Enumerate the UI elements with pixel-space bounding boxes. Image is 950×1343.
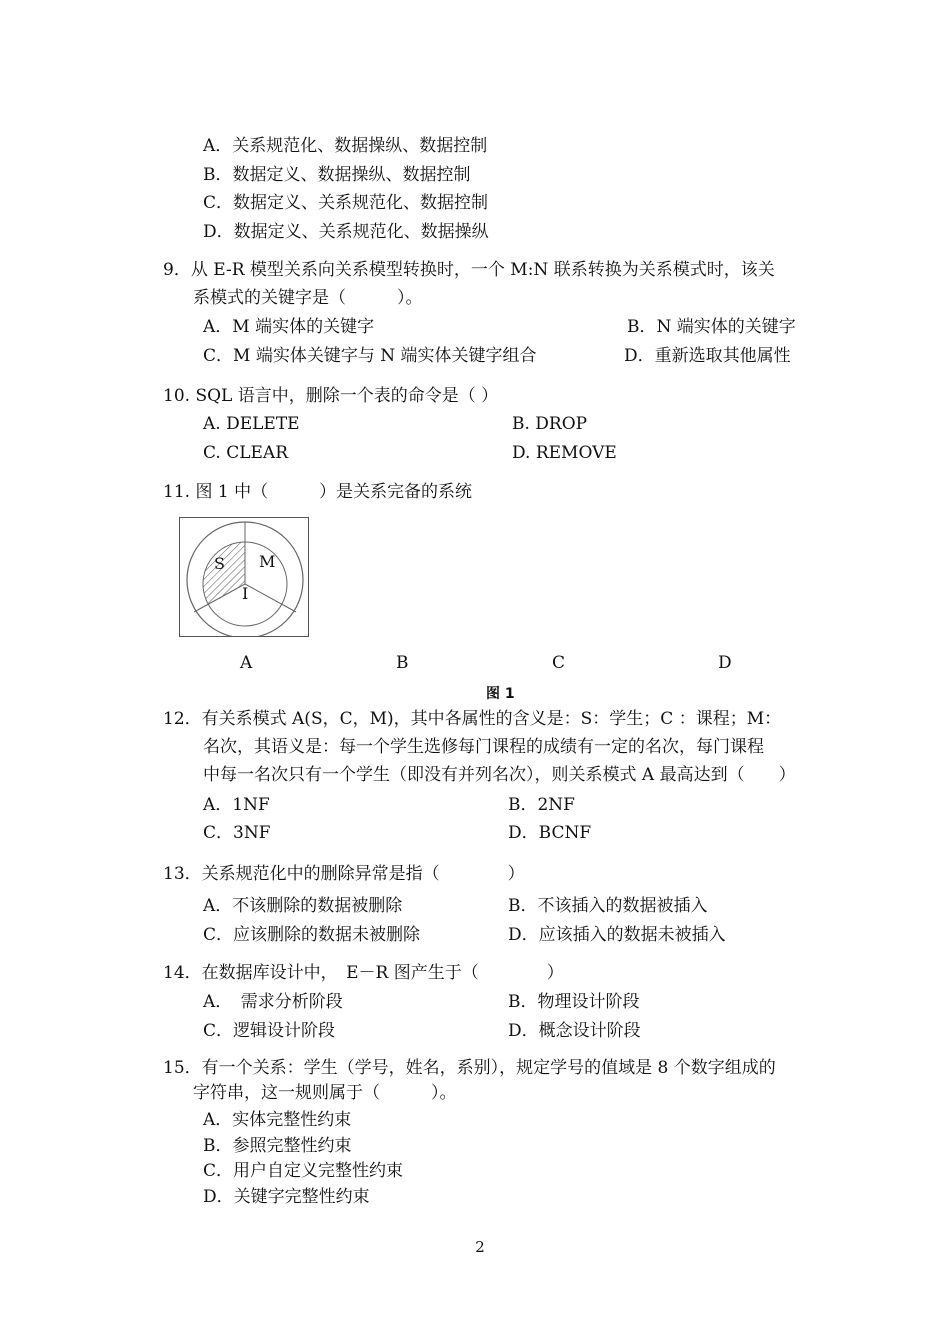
q9-option-c: C．M 端实体关键字与 N 端实体关键字组合 [203,346,537,366]
figure-label-i: I [242,584,249,603]
q12-stem-line3: 中每一名次只有一个学生（即没有并列名次），则关系模式 A 最高达到（ ） [203,765,796,785]
q15-option-c: C．用户自定义完整性约束 [203,1161,404,1181]
q11-label-c: C [552,653,566,673]
q12-option-c: C．3NF [203,823,271,843]
page-number: 2 [475,1238,485,1256]
q13-stem: 13．关系规范化中的删除异常是指（ ） [163,864,525,884]
q10-option-a: A. DELETE [203,414,300,434]
q8-option-a: A．关系规范化、数据操纵、数据控制 [203,136,488,156]
q12-stem-line2: 名次，其语义是：每一个学生选修每门课程的成绩有一定的名次，每门课程 [203,737,764,757]
q10-option-b: B. DROP [512,414,588,434]
figure-1-caption: 图 1 [486,686,515,702]
q9-option-a: A．M 端实体的关键字 [203,317,375,337]
q15-stem-line1: 15．有一个关系：学生（学号，姓名，系别），规定学号的值域是 8 个数字组成的 [163,1058,776,1078]
q13-option-b: B．不该插入的数据被插入 [508,896,708,916]
figure-1-diagram [179,517,309,637]
q9-option-b: B．N 端实体的关键字 [627,317,796,337]
q8-option-c: C．数据定义、关系规范化、数据控制 [203,193,489,213]
q11-label-b: B [396,653,409,673]
q15-stem-line2: 字符串，这一规则属于（ ）。 [193,1083,457,1103]
q12-option-b: B．2NF [508,795,575,815]
q9-option-d: D．重新选取其他属性 [624,346,791,366]
q14-stem: 14．在数据库设计中， E－R 图产生于（ ） [163,963,564,983]
divider-right [245,584,296,612]
q12-option-a: A．1NF [203,795,270,815]
q13-option-a: A．不该删除的数据被删除 [203,896,403,916]
q14-option-b: B．物理设计阶段 [508,992,640,1012]
q8-option-b: B．数据定义、数据操纵、数据控制 [203,165,471,185]
venn-circle-diagram [180,518,308,636]
q11-stem: 11. 图 1 中（ ）是关系完备的系统 [163,482,473,502]
q11-label-d: D [718,653,732,673]
q14-option-a: A． 需求分析阶段 [203,992,343,1012]
q9-stem-line2: 系模式的关键字是（ ）。 [193,288,423,308]
q12-stem-line1: 12．有关系模式 A(S，C，M)，其中各属性的含义是：S：学生；C ：课程；M： [163,709,782,729]
q13-option-d: D．应该插入的数据未被插入 [508,925,726,945]
q11-label-a: A [240,653,253,673]
q13-option-c: C．应该删除的数据未被删除 [203,925,421,945]
q10-stem: 10. SQL 语言中，删除一个表的命令是（ ） [163,386,499,406]
q15-option-a: A．实体完整性约束 [203,1110,352,1130]
q15-option-d: D．关键字完整性约束 [203,1187,370,1207]
q14-option-d: D．概念设计阶段 [508,1021,641,1041]
q8-option-d: D．数据定义、关系规范化、数据操纵 [203,222,489,242]
q15-option-b: B．参照完整性约束 [203,1136,352,1156]
q12-option-d: D．BCNF [508,823,592,843]
figure-label-s: S [214,554,225,573]
q9-stem-line1: 9．从 E-R 模型关系向关系模型转换时，一个 M:N 联系转换为关系模式时，该关 [163,260,775,280]
q14-option-c: C．逻辑设计阶段 [203,1021,336,1041]
q10-option-d: D. REMOVE [512,443,617,463]
figure-label-m: M [259,552,276,571]
q10-option-c: C. CLEAR [203,443,288,463]
